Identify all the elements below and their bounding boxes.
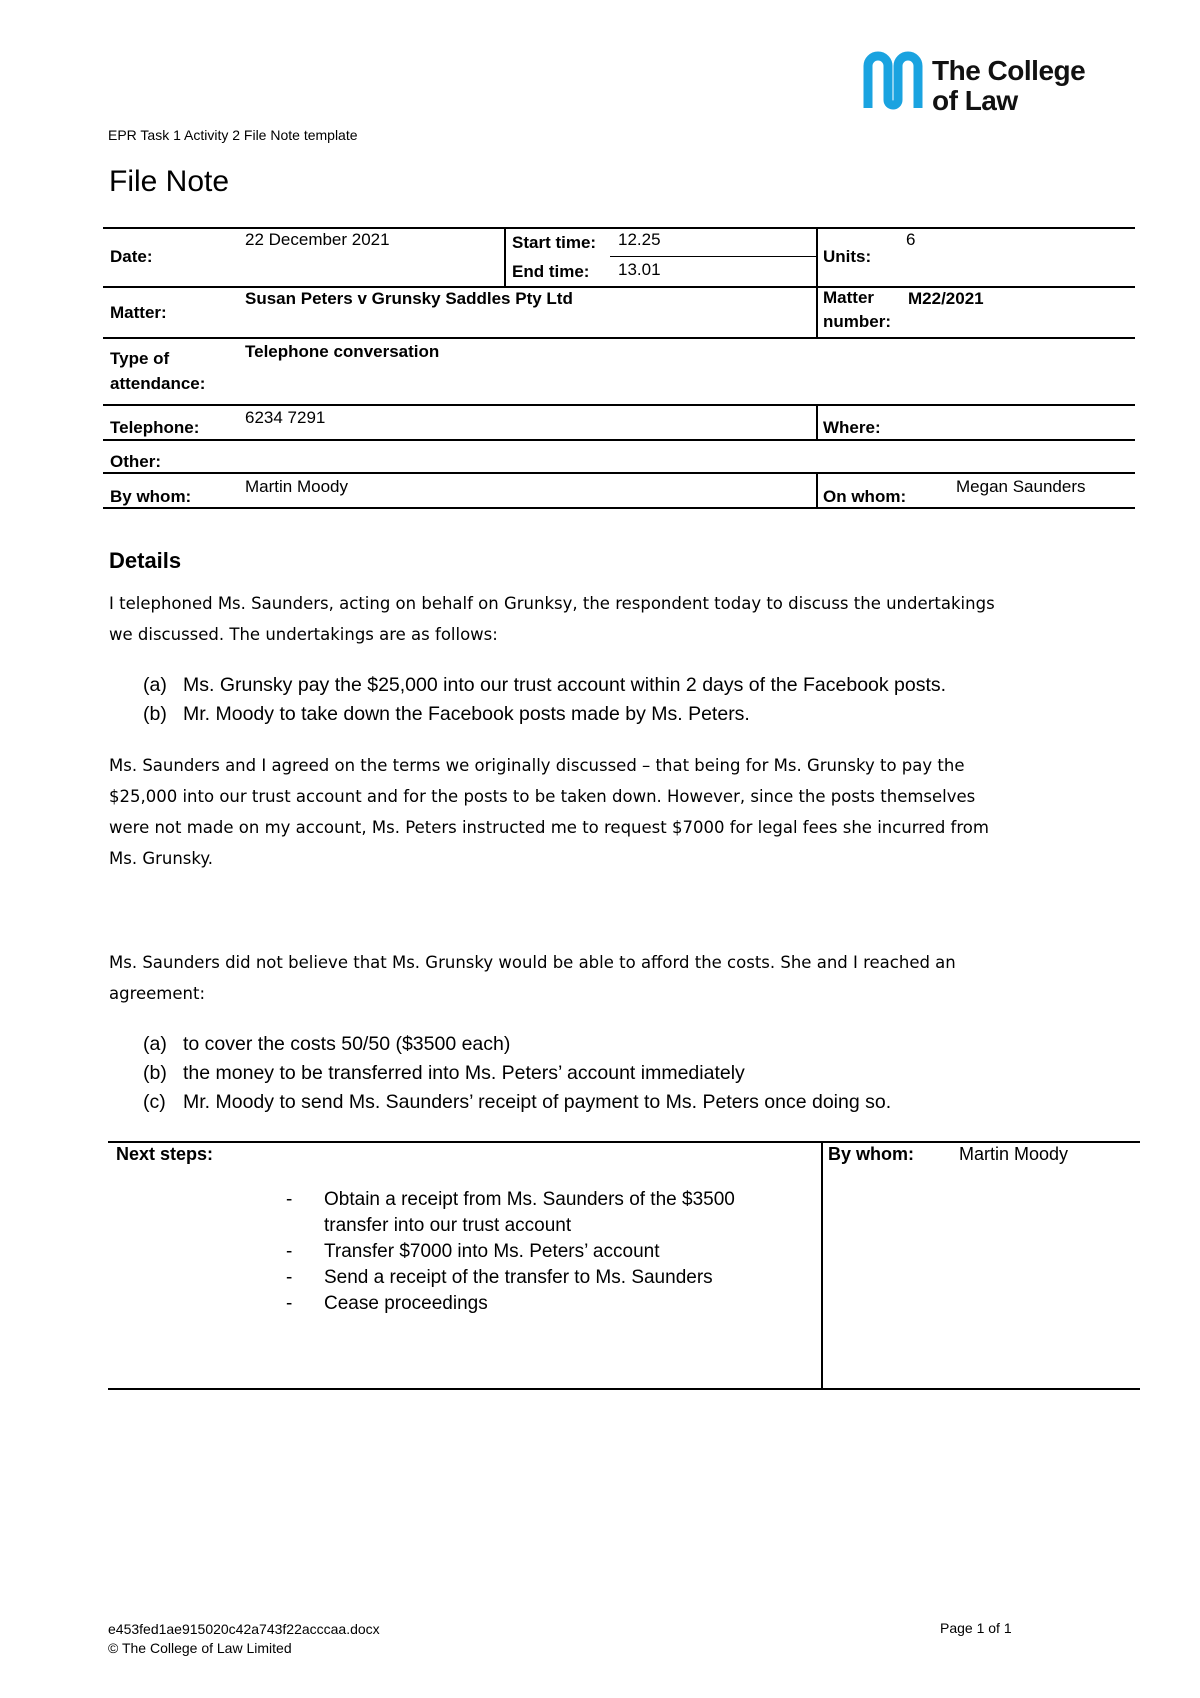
list-item	[286, 1265, 786, 1291]
agreement-list	[143, 1030, 891, 1117]
template-label: EPR Task 1 Activity 2 File Note template	[108, 127, 358, 143]
list-marker: (b)	[143, 1062, 167, 1084]
table-rule-type	[103, 337, 1135, 339]
on-whom-value: Megan Saunders	[956, 477, 1086, 496]
type-label-2: attendance:	[110, 374, 206, 393]
undertakings-list	[143, 671, 946, 729]
list-item	[143, 671, 946, 700]
list-text: Ms. Grunsky pay the $25,000 into our trust account within 2 days of the Facebook posts.	[183, 674, 947, 696]
list-text: Mr. Moody to send Ms. Saunders’ receipt of payment to Ms. Peters once doing so.	[183, 1091, 892, 1113]
next-steps-vline	[821, 1141, 823, 1389]
bullet-dash: -	[286, 1189, 293, 1210]
details-paragraph-1	[109, 588, 1099, 650]
start-time-label: Start time:	[512, 233, 597, 252]
details-paragraph-3	[109, 947, 1099, 1009]
bullet-dash: -	[286, 1267, 293, 1288]
logo-line-1: The College	[932, 55, 1086, 86]
date-label: Date:	[110, 247, 153, 266]
paragraph-line: I telephoned Ms. Saunders, acting on behalf on Grunksy, the respondent today to discuss the undertakings	[109, 594, 995, 613]
list-item	[286, 1291, 786, 1317]
paragraph-line: we discussed. The undertakings are as follows:	[109, 625, 498, 644]
units-label: Units:	[823, 247, 872, 266]
telephone-value: 6234 7291	[245, 408, 326, 427]
page-title: File Note	[109, 165, 230, 198]
by-whom-value: Martin Moody	[245, 477, 348, 496]
type-label-1: Type of	[110, 349, 170, 368]
college-of-law-logo	[862, 50, 1102, 116]
list-marker: (a)	[143, 1033, 167, 1055]
step-line: Transfer $7000 into Ms. Peters’ account	[324, 1241, 660, 1262]
by-whom-label: By whom:	[110, 487, 192, 506]
where-label: Where:	[823, 418, 881, 437]
list-marker: (a)	[143, 674, 167, 696]
table-vline-where	[816, 404, 818, 440]
table-rule-other	[103, 439, 1135, 441]
footer-copyright: © The College of Law Limited	[108, 1640, 292, 1656]
college-of-law-logo-icon	[862, 50, 924, 112]
table-rule-bywhom	[103, 472, 1135, 474]
list-item	[286, 1187, 786, 1239]
next-steps-label: Next steps:	[116, 1144, 214, 1164]
other-label: Other:	[110, 452, 161, 471]
paragraph-line: were not made on my account, Ms. Peters instructed me to request $7000 for legal fees she incurred from	[109, 818, 989, 837]
next-steps-by-whom-value: Martin Moody	[959, 1144, 1069, 1164]
paragraph-line: $25,000 into our trust account and for the posts to be taken down. However, since the posts themselves	[109, 787, 976, 806]
list-item	[143, 1088, 891, 1117]
list-item	[143, 1030, 891, 1059]
footer-filename: e453fed1ae915020c42a743f22acccaa.docx	[108, 1621, 380, 1637]
matter-label: Matter:	[110, 303, 167, 322]
paragraph-line: Ms. Grunsky.	[109, 849, 214, 868]
next-steps-by-whom-label: By whom:	[828, 1144, 915, 1164]
list-item	[143, 1059, 891, 1088]
paragraph-line: Ms. Saunders did not believe that Ms. Grunsky would be able to afford the costs. She and I reached an	[109, 953, 956, 972]
on-whom-label: On whom:	[823, 487, 907, 506]
end-time-label: End time:	[512, 262, 590, 281]
start-time-value: 12.25	[618, 230, 661, 249]
list-text: Mr. Moody to take down the Facebook posts made by Ms. Peters.	[183, 703, 750, 725]
step-line: transfer into our trust account	[324, 1215, 572, 1236]
next-steps-rule-bottom	[108, 1388, 1140, 1390]
logo-wordmark	[932, 56, 1085, 116]
table-rule-telephone	[103, 404, 1135, 406]
table-vline-right	[816, 227, 818, 338]
list-marker: (b)	[143, 703, 167, 725]
table-vline-onwhom	[816, 472, 818, 508]
page-number: Page 1 of 1	[940, 1620, 1012, 1636]
matter-value: Susan Peters v Grunsky Saddles Pty Ltd	[245, 289, 573, 308]
table-vline-time-left	[504, 227, 506, 287]
table-rule-bottom	[103, 507, 1135, 509]
step-line: Cease proceedings	[324, 1293, 488, 1314]
logo-line-2: of Law	[932, 85, 1018, 116]
list-item	[286, 1239, 786, 1265]
step-line: Send a receipt of the transfer to Ms. Saunders	[324, 1267, 713, 1288]
paragraph-line: agreement:	[109, 984, 206, 1003]
units-value: 6	[906, 230, 916, 249]
list-marker: (c)	[143, 1091, 166, 1113]
next-steps-list	[286, 1187, 786, 1317]
matter-number-label-2: number:	[823, 312, 891, 331]
paragraph-line: Ms. Saunders and I agreed on the terms we originally discussed – that being for Ms. Grunsky to pay the	[109, 756, 965, 775]
bullet-dash: -	[286, 1241, 293, 1262]
date-value: 22 December 2021	[245, 230, 390, 249]
bullet-dash: -	[286, 1293, 293, 1314]
end-time-value: 13.01	[618, 260, 661, 279]
list-item	[143, 700, 946, 729]
matter-number-value: M22/2021	[908, 289, 984, 308]
details-paragraph-2	[109, 750, 1099, 874]
table-rule-time-divider	[610, 256, 816, 257]
type-value: Telephone conversation	[245, 342, 440, 361]
matter-number-label-1: Matter	[823, 288, 875, 307]
telephone-label: Telephone:	[110, 418, 200, 437]
step-line: Obtain a receipt from Ms. Saunders of the $3500	[324, 1189, 735, 1210]
footer-left	[108, 1620, 380, 1658]
list-text: the money to be transferred into Ms. Peters’ account immediately	[183, 1062, 745, 1084]
details-heading: Details	[109, 548, 182, 573]
list-text: to cover the costs 50/50 ($3500 each)	[183, 1033, 511, 1055]
